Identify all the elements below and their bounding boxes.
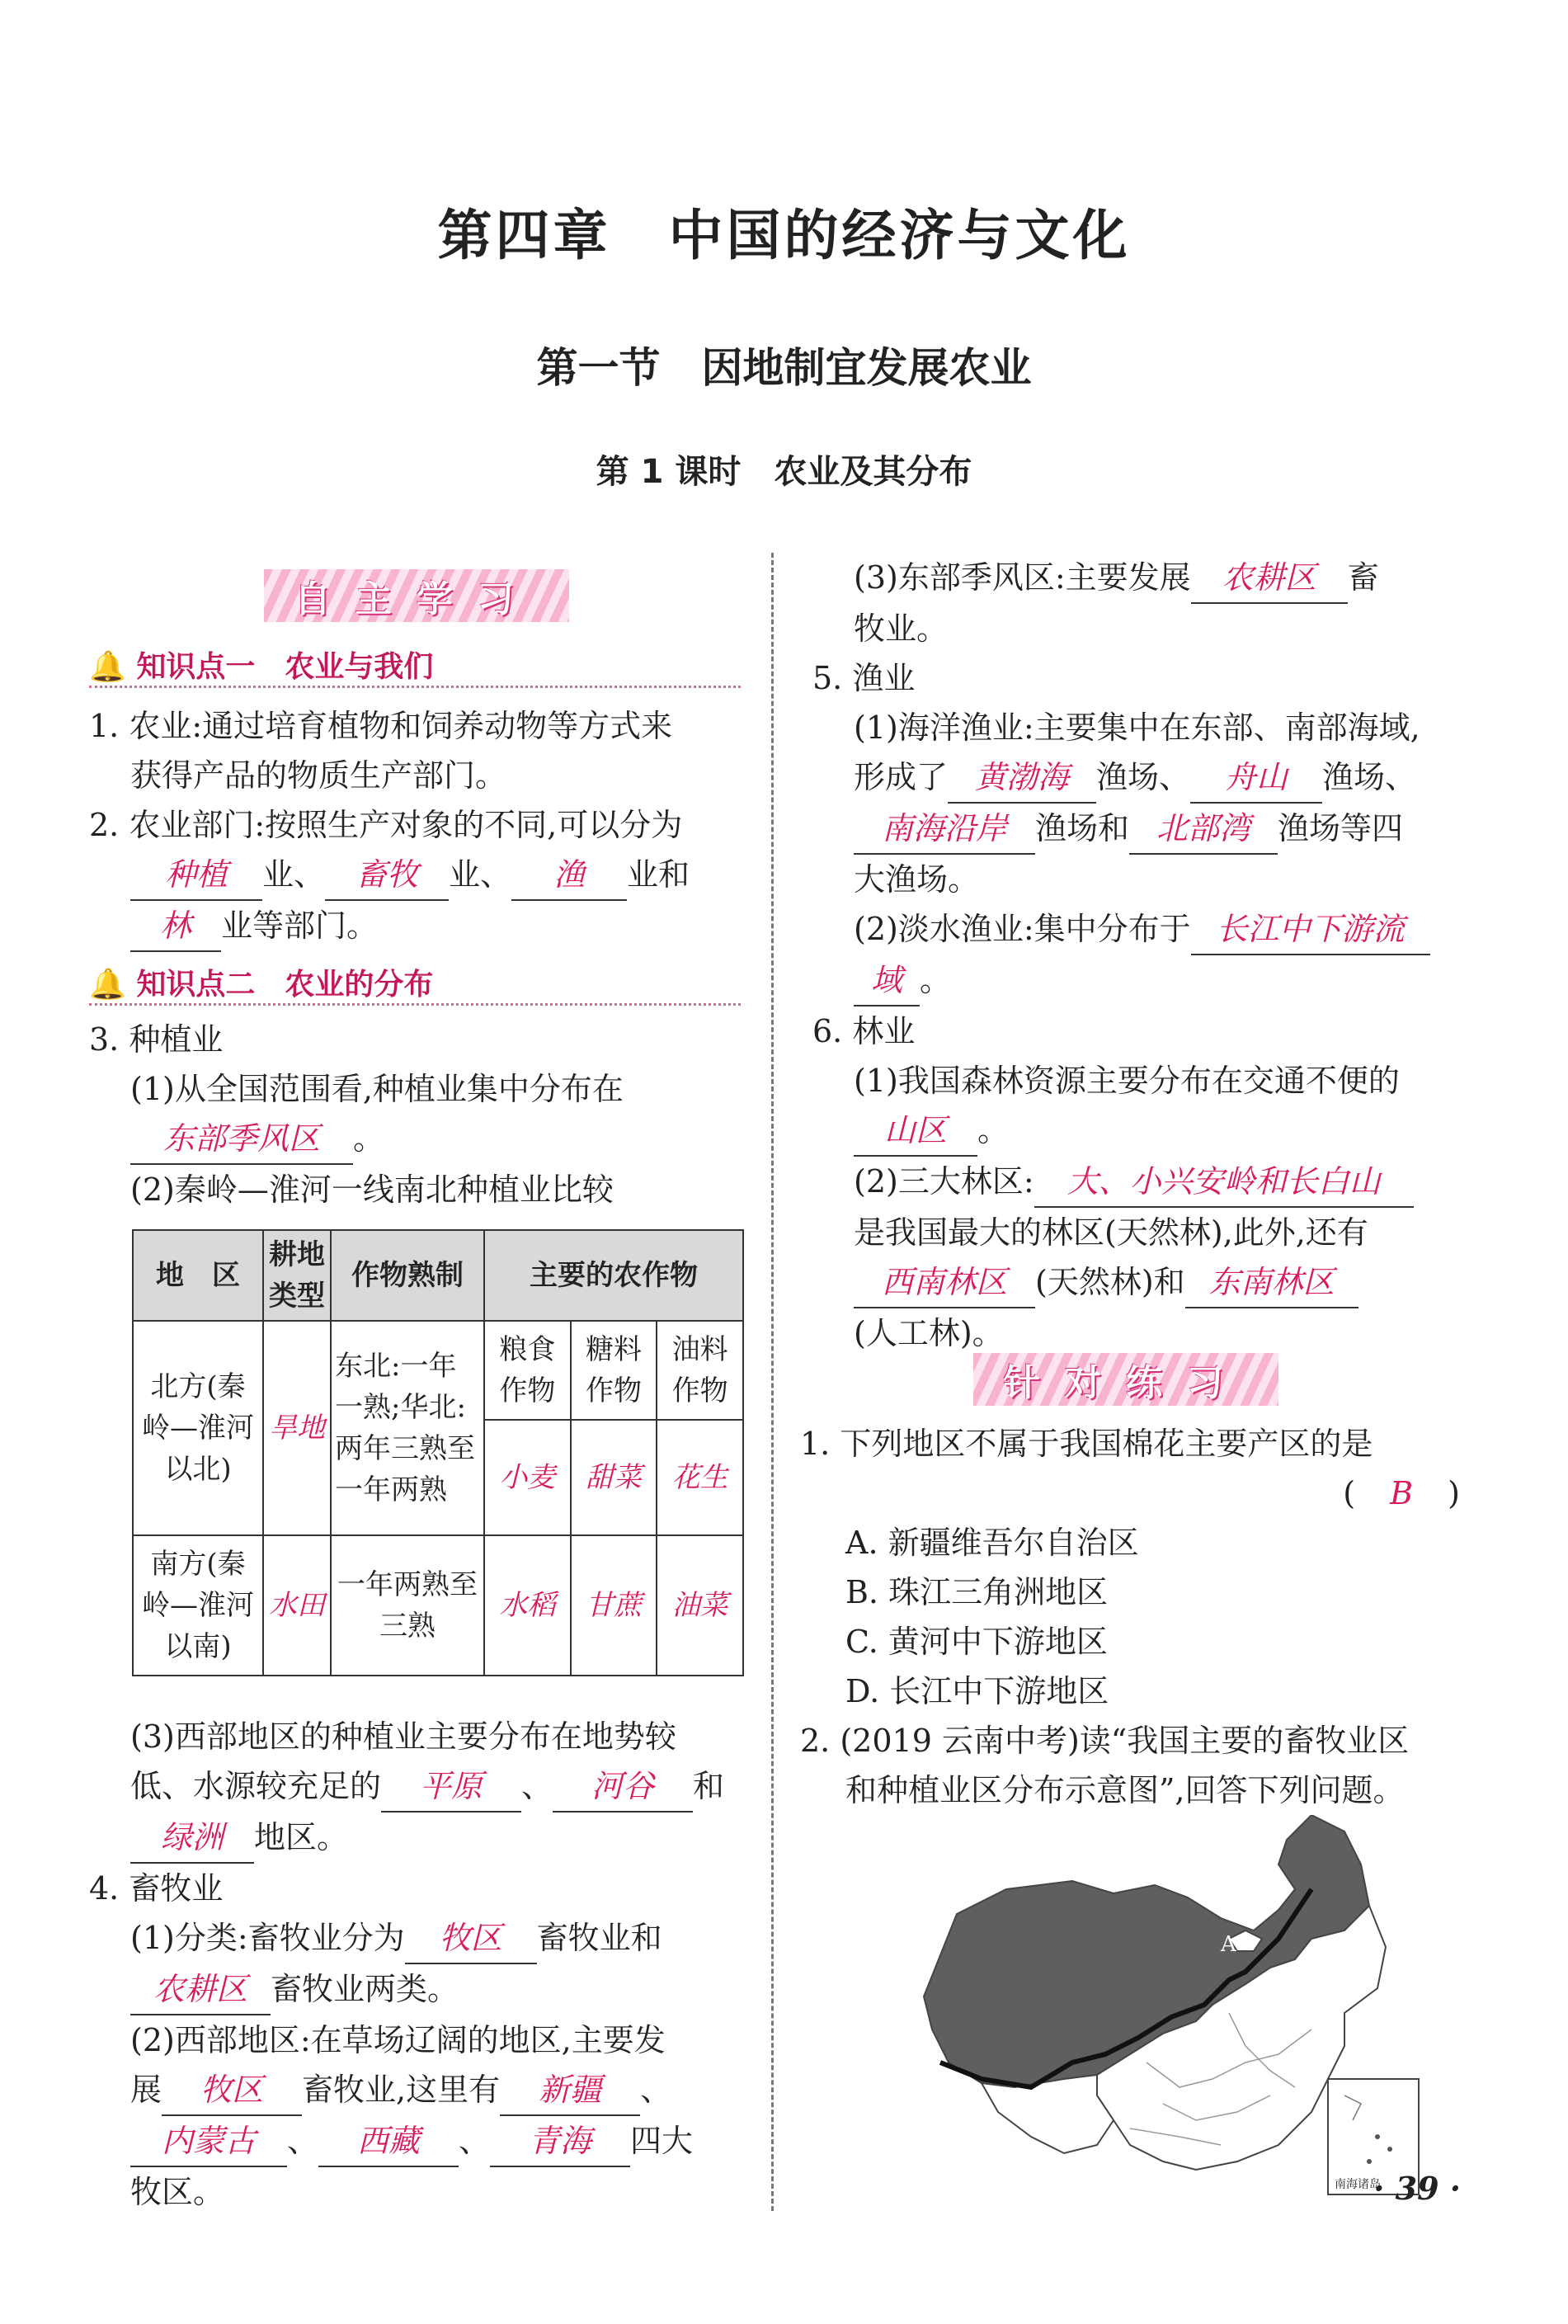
north-maturity: 东北:一年一熟;华北:两年三熟至一年两熟 (331, 1321, 484, 1535)
answer-blank: 西南林区 (854, 1257, 1035, 1308)
china-agriculture-map (883, 1815, 1427, 2203)
chapter-title: 第四章 中国的经济与文化 (437, 204, 1131, 267)
left-content-1: 1. 农业:通过培育植物和饲养动物等方式来 获得产品的物质生产部门。 2. 农业部门:按照生产对象的不同,可以分为 种植 业、 畜牧 业、 渔 业和 林 业等部门。 (89, 701, 749, 952)
south-sugar: 甘蔗 (571, 1535, 657, 1676)
north-oil: 花生 (657, 1420, 743, 1535)
answer-blank: 东部季风区 (130, 1114, 353, 1165)
answer-blank: 长江中下游流 (1191, 904, 1430, 955)
self-study-banner: 自主学习 (264, 569, 569, 622)
north-grain: 小麦 (484, 1420, 571, 1535)
answer-blank: 新疆 (500, 2065, 640, 2116)
header-oil: 油料作物 (657, 1321, 743, 1420)
answer-blank: 畜牧 (325, 850, 449, 901)
answer-blank: 舟山 (1190, 752, 1322, 804)
map-label-a: A (1221, 1932, 1236, 1957)
answer-blank: 山区 (854, 1105, 977, 1157)
answer-blank: 农耕区 (130, 1964, 271, 2015)
right-content-1: (3)东部季风区:主要发展 农耕区 畜 牧业。 5. 渔业 (1)海洋渔业:主要集中在东部、南部海域, 形成了 黄渤海 渔场、 舟山 渔场、 南海沿岸 渔场和 北部湾 渔场等四 大渔场。 (2)淡水渔业:集中分布于 长江中下游流 域 。 6. 林业 (1)我国森林资源主要分布在交通不便的 山区 。 (2)三大林区: 大、小兴安岭和长白山 是我国最大的林区(天然林),此外,还有 西南林区 (天然林)和 东南林区 (人工林)。 (812, 553, 1472, 1358)
answer-blank: 东南林区 (1185, 1257, 1358, 1308)
bell-icon: 🔔 (89, 650, 126, 684)
svg-text:南海诸岛: 南海诸岛 (1335, 2178, 1381, 2191)
answer-blank: 大、小兴安岭和长白山 (1034, 1157, 1414, 1208)
answer-bracket: ( B ) (1343, 1475, 1460, 1511)
option-a: A. 新疆维吾尔自治区 (845, 1525, 1139, 1561)
header-crops: 主要的农作物 (484, 1230, 743, 1321)
answer-blank: 牧区 (405, 1913, 537, 1964)
answer-blank: 平原 (381, 1761, 521, 1813)
knowledge-point-1: 🔔 知识点一 农业与我们 (89, 643, 741, 688)
answer-blank: 牧区 (162, 2065, 302, 2116)
answer-blank: 农耕区 (1191, 553, 1348, 604)
answer-blank: 渔 (511, 850, 627, 901)
answer-blank: 黄渤海 (948, 752, 1096, 804)
header-sugar: 糖料作物 (571, 1321, 657, 1420)
answer-blank: 河谷 (553, 1761, 693, 1813)
bell-icon: 🔔 (89, 968, 126, 1002)
answer-blank: 绿洲 (130, 1813, 254, 1864)
crop-comparison-table (132, 1229, 744, 1676)
option-d: D. 长江中下游地区 (845, 1673, 1109, 1709)
north-land: 旱地 (263, 1321, 331, 1535)
north-sugar: 甜菜 (571, 1420, 657, 1535)
lesson-title: 第 1 课时 农业及其分布 (596, 453, 972, 491)
south-grain: 水稻 (484, 1535, 571, 1676)
answer-blank: 内蒙古 (130, 2116, 287, 2167)
answer-blank: 域 (854, 955, 920, 1006)
column-divider (771, 553, 774, 2211)
answer-blank: 北部湾 (1129, 804, 1278, 855)
answer-blank: 青海 (490, 2116, 630, 2167)
answer-blank: 种植 (130, 850, 262, 901)
section-title: 第一节 因地制宜发展农业 (536, 343, 1032, 392)
header-grain: 粮食作物 (484, 1321, 571, 1420)
header-land-type: 耕地类型 (263, 1230, 331, 1321)
answer-blank: 南海沿岸 (854, 804, 1035, 855)
left-content-3: (3)西部地区的种植业主要分布在地势较 低、水源较充足的 平原 、 河谷 和 绿洲 地区。 4. 畜牧业 (1)分类:畜牧业分为 牧区 畜牧业和 农耕区 畜牧业两类。 (2)西部地区:在草场辽阔的地区,主要发 展 牧区 畜牧业,这里有 新疆 、 内蒙古 、 西藏 、 青海 四大 牧区。 (89, 1718, 725, 2210)
south-maturity: 一年两熟至三熟 (331, 1535, 484, 1676)
header-region: 地 区 (133, 1230, 263, 1321)
south-region: 南方(秦岭—淮河以南) (133, 1535, 263, 1676)
practice-banner: 针对练习 (973, 1353, 1278, 1406)
page-number: · 39 · (1373, 2170, 1461, 2207)
knowledge-point-2: 🔔 知识点二 农业的分布 (89, 961, 741, 1006)
south-land: 水田 (263, 1535, 331, 1676)
north-region: 北方(秦岭—淮河以北) (133, 1321, 263, 1535)
right-content-2: 1. 下列地区不属于我国棉花主要产区的是 ( B ) A. 新疆维吾尔自治区 B. 珠江三角洲地区 C. 黄河中下游地区 D. 长江中下游地区 2. (2019 云南中考)读“我国主要的畜牧业区 和种植业区分布示意图”,回答下列问题。 (800, 1419, 1476, 1815)
left-content-2: 3. 种植业 (1)从全国范围看,种植业集中分布在 东部季风区 。 (2)秦岭—淮河一线南北种植业比较 (89, 1021, 624, 1208)
option-c: C. 黄河中下游地区 (845, 1624, 1108, 1660)
south-oil: 油菜 (657, 1535, 743, 1676)
header-maturity: 作物熟制 (331, 1230, 484, 1321)
option-b: B. 珠江三角洲地区 (845, 1574, 1109, 1610)
answer-blank: 西藏 (318, 2116, 459, 2167)
answer-blank: 林 (130, 901, 221, 952)
